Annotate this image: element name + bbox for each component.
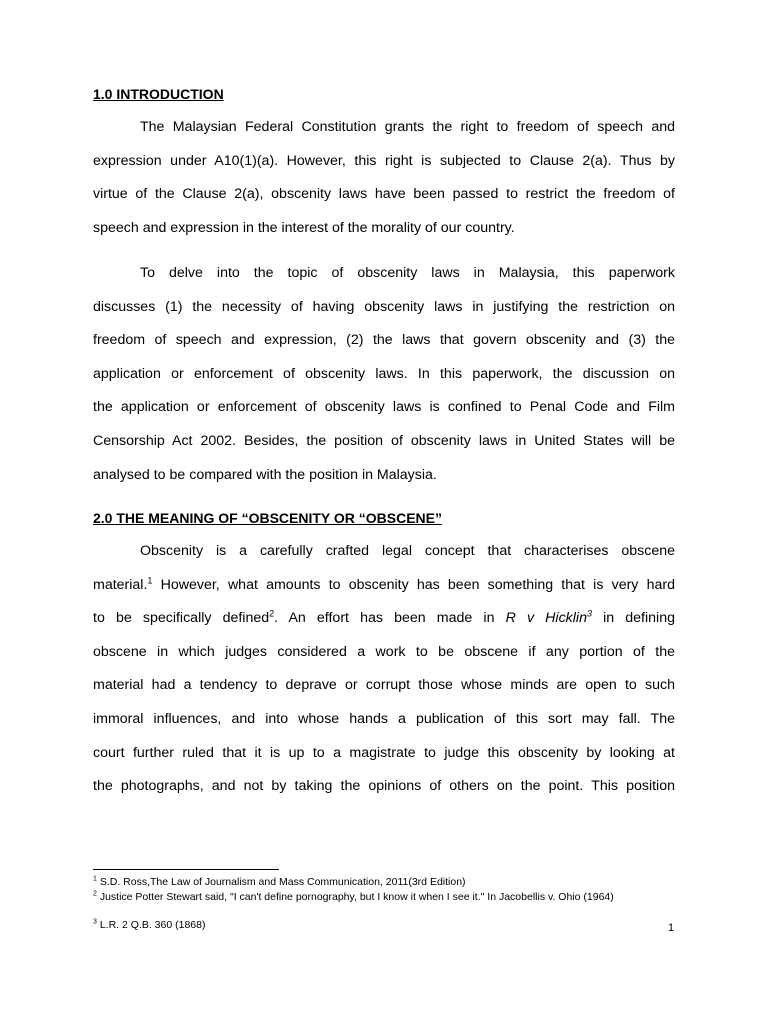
text-line: [93, 602, 675, 636]
footnote-ref-3-mark: 3: [586, 608, 592, 619]
text-run: material.: [93, 576, 148, 593]
meaning-paragraph: [93, 535, 675, 804]
footnote-separator: [93, 869, 279, 870]
text-run: to be specifically defined: [93, 610, 270, 627]
text-line: [93, 569, 675, 603]
meaning-heading: 2.0 THE MEANING OF “OBSCENITY OR “OBSCENE”: [93, 510, 443, 526]
footnote-mark: 1: [93, 875, 97, 883]
text-run: . An effort has been made in: [274, 610, 506, 627]
footnote-text: S.D. Ross,The Law of Journalism and Mass Communication, 2011(3rd Edition): [96, 876, 466, 888]
introduction-paragraph-2: [93, 257, 675, 492]
footnote-text: L.R. 2 Q.B. 360 (1868): [96, 919, 206, 931]
text-line: discusses (1) the necessity of having obscenity laws in justifying the restriction on: [93, 298, 675, 315]
footnote-text: Justice Potter Stewart said, "I can't define pornography, but I know it when I see it." In Jacobellis v. Ohio (1964): [96, 891, 614, 903]
footnote-ref-2[interactable]: 2: [269, 608, 275, 619]
footnote-2: [93, 891, 653, 904]
text-line: To delve into the topic of obscenity laws in Malaysia, this paperwork: [140, 265, 675, 281]
footnote-3: [93, 919, 653, 932]
text-line: virtue of the Clause 2(a), obscenity laws have been passed to restrict the freedom of: [93, 186, 675, 203]
text-line: court further ruled that it is up to a magistrate to judge this obscenity by looking at: [93, 744, 675, 761]
text-line: immoral influences, and into whose hands a publication of this sort may fall. The: [93, 710, 675, 727]
text-line: speech and expression in the interest of the morality of our country.: [93, 219, 515, 236]
footnote-mark: 3: [93, 918, 97, 926]
text-line: The Malaysian Federal Constitution grants the right to freedom of speech and: [140, 119, 675, 135]
text-line: the photographs, and not by taking the opinions of others on the point. This position: [93, 778, 675, 795]
footnote-1: [93, 876, 653, 889]
text-line: Obscenity is a carefully crafted legal concept that characterises obscene: [140, 543, 675, 559]
text-run: in defining: [591, 610, 675, 627]
text-line: expression under A10(1)(a). However, this right is subjected to Clause 2(a). Thus by: [93, 152, 675, 169]
text-line: analysed to be compared with the position in Malaysia.: [93, 466, 437, 483]
text-line: Censorship Act 2002. Besides, the position of obscenity laws in United States will be: [93, 432, 675, 449]
footnote-ref-1[interactable]: 1: [147, 574, 153, 585]
text-line: material had a tendency to deprave or corrupt those whose minds are open to such: [93, 677, 675, 694]
text-line: obscene in which judges considered a work to be obscene if any portion of the: [93, 643, 675, 660]
introduction-heading: 1.0 INTRODUCTION: [93, 86, 224, 102]
text-line: application or enforcement of obscenity laws. In this paperwork, the discussion on: [93, 365, 675, 382]
footnote-mark: 2: [93, 890, 97, 898]
text-run: However, what amounts to obscenity has been something that is very hard: [152, 576, 675, 593]
text-line: the application or enforcement of obscenity laws is confined to Penal Code and Film: [93, 399, 675, 416]
page-number: 1: [668, 922, 675, 934]
case-name: R v Hicklin: [505, 610, 587, 627]
introduction-paragraph-1: [93, 111, 675, 245]
text-line: freedom of speech and expression, (2) the laws that govern obscenity and (3) the: [93, 332, 675, 349]
